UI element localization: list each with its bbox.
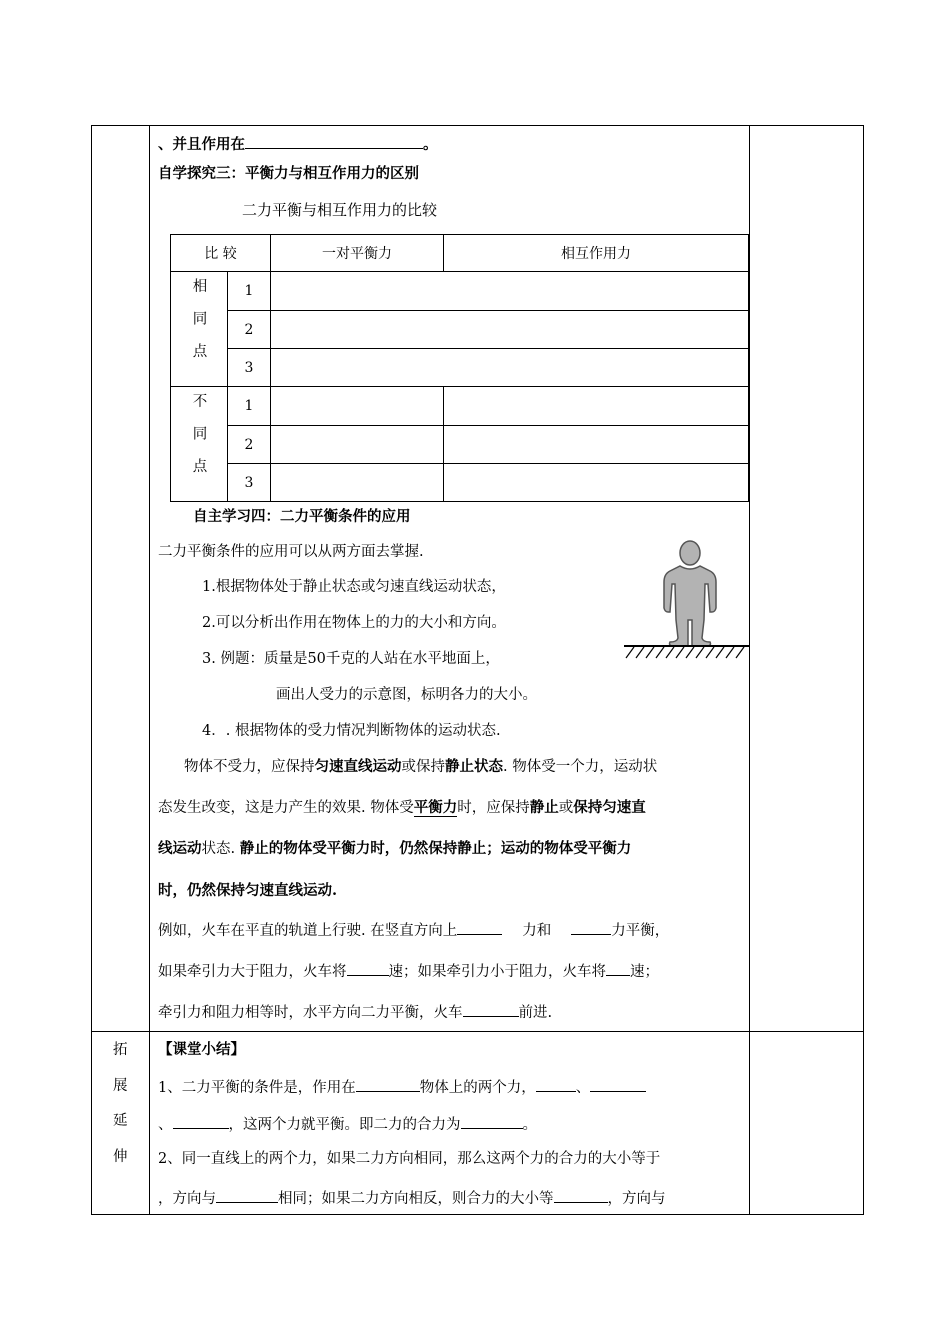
diff-balanced-3	[271, 464, 444, 502]
item-1: 1.根据物体处于静止状态或匀速直线运动状态，	[202, 579, 506, 595]
group-same: 相同点	[171, 272, 228, 387]
header-interaction-force: 相互作用力	[444, 235, 749, 272]
section3-heading: 自学探究三：平衡力与相互作用力的区别	[158, 165, 419, 182]
person-on-ground-figure	[620, 538, 750, 660]
row-number: 2	[228, 311, 271, 349]
row-number: 1	[228, 387, 271, 426]
person-icon	[664, 541, 716, 646]
diff-interaction-1	[444, 387, 749, 426]
comparison-table	[170, 234, 749, 502]
header-compare: 比 较	[171, 235, 271, 272]
item-3b: 画出人受力的示意图，标明各力的大小。	[276, 687, 537, 703]
comparison-table-title: 二力平衡与相互作用力的比较	[242, 201, 438, 219]
header-balanced-force: 一对平衡力	[271, 235, 444, 272]
item-2: 2.可以分析出作用在物体上的力的大小和方向。	[202, 615, 506, 631]
example-line-3: 牵引力和阻力相等时，水平方向二力平衡，火车 前进.	[158, 1005, 553, 1021]
summary-line-4: ，方向与 相同；如果二力方向相反，则合力的大小等 ，方向与	[158, 1191, 666, 1207]
row-divider	[91, 1031, 863, 1032]
para-line-1: 物体不受力，应保持匀速直线运动或保持静止状态. 物体受一个力，运动状	[184, 758, 658, 775]
same-cell-2	[271, 311, 749, 349]
diff-balanced-1	[271, 387, 444, 426]
side-label-char: 伸	[113, 1149, 128, 1165]
diff-interaction-2	[444, 426, 749, 464]
row-number: 3	[228, 349, 271, 387]
column-divider-left	[149, 125, 150, 1214]
item-3a: 3. 例题：质量是50千克的人站在水平地面上，	[202, 651, 500, 667]
para-line-3: 线运动状态. 静止的物体受平衡力时，仍然保持静止；运动的物体受平衡力	[158, 840, 632, 857]
summary-line-1: 1、二力平衡的条件是，作用在 物体上的两个力， 、	[158, 1078, 646, 1096]
continuation-line: 、并且作用在 。	[158, 136, 438, 153]
example-line-1: 例如，火车在平直的轨道上行驶. 在竖直方向上 力和 力平衡，	[158, 923, 670, 939]
para-line-2: 态发生改变，这是力产生的效果. 物体受平衡力时，应保持静止或保持匀速直	[158, 799, 646, 816]
summary-heading: 【课堂小结】	[158, 1041, 245, 1058]
column-divider-right	[749, 125, 750, 1214]
summary-line-2: 、 ，这两个力就平衡。即二力的合力为 。	[158, 1117, 537, 1133]
para-line-4: 时，仍然保持匀速直线运动.	[158, 882, 338, 899]
side-label-char: 拓	[113, 1042, 128, 1058]
row-number: 1	[228, 272, 271, 311]
group-diff: 不同点	[171, 387, 228, 502]
intro-text: 二力平衡条件的应用可以从两方面去掌握.	[158, 544, 424, 560]
section4-heading: 自主学习四：二力平衡条件的应用	[193, 508, 411, 525]
row-number: 2	[228, 426, 271, 464]
row-number: 3	[228, 464, 271, 502]
same-cell-3	[271, 349, 749, 387]
diff-balanced-2	[271, 426, 444, 464]
example-line-2: 如果牵引力大于阻力，火车将 速；如果牵引力小于阻力，火车将 速；	[158, 964, 659, 980]
side-label-char: 展	[113, 1078, 128, 1094]
ground-hatch	[626, 647, 744, 658]
diff-interaction-3	[444, 464, 749, 502]
summary-line-3: 2、同一直线上的两个力，如果二力方向相同，那么这两个力的合力的大小等于	[158, 1151, 661, 1167]
side-label-char: 延	[113, 1113, 128, 1129]
same-cell-1	[271, 272, 749, 311]
item-4: 4．. 根据物体的受力情况判断物体的运动状态.	[202, 723, 501, 739]
